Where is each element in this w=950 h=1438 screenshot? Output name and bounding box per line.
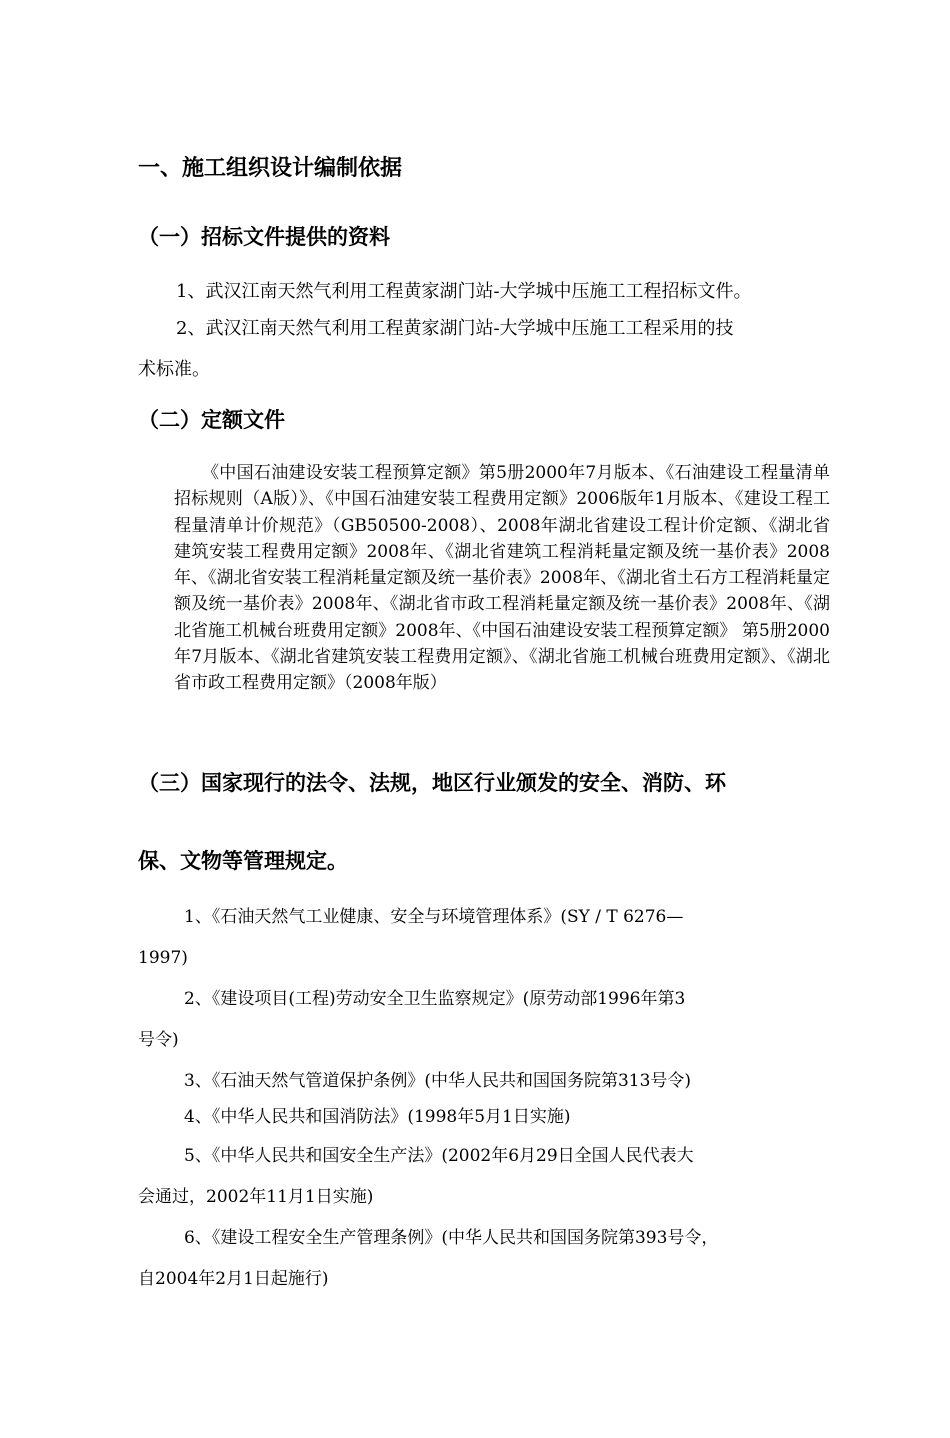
tender-item-2-continued: 术标准。 (138, 359, 210, 380)
tender-item-1: 1、武汉江南天然气利用工程黄家湖门站-大学城中压施工工程招标文件。 (176, 281, 752, 302)
regulation-item-1-line2: 1997) (138, 948, 188, 968)
regulation-item-5-line2: 会通过，2002年11月1日实施) (138, 1187, 374, 1207)
regulation-item-1 (138, 897, 838, 979)
subsection-heading-regulations: （三）国家现行的法令、法规，地区行业颁发的安全、消防、环 (138, 771, 726, 795)
regulation-item-2-line1: 2、《建设项目(工程)劳动安全卫生监察规定》(原劳动部1996年第3 (184, 989, 686, 1009)
section-heading: 一、施工组织设计编制依据 (138, 156, 403, 181)
regulation-item-5-line1: 5、《中华人民共和国安全生产法》(2002年6月29日全国人民代表大 (184, 1146, 694, 1166)
regulation-item-3 (138, 1061, 838, 1102)
subsection-heading-tender-docs: （一）招标文件提供的资料 (138, 225, 390, 249)
regulation-item-6 (138, 1218, 838, 1300)
quota-paragraph: 《中国石油建设安装工程预算定额》第5册2000年7月版本、《石油建设工程量清单招标规则（A版）》、《中国石油建安装工程费用定额》2006版年1月版本、《建设工程工程量清单计价规范》（GB50500-2008）、2008年湖北省建设工程计价定额、《湖北省建筑安装工程费用定额》2008年、《湖北省建筑工程消耗量定额及统一基价表》2008年、《湖北省安装工程消耗量定额及统一基价表》2008年、《湖北省土石方工程消耗量定额及统一基价表》2008年、《湖北省市政工程消耗量定额及统一基价表》2008年、《湖北省施工机械台班费用定额》2008年、《中国石油建设安装工程预算定额》 第5册2000年7月版本、《湖北省建筑安装工程费用定额》、《湖北省施工机械台班费用定额》、《湖北省市政工程费用定额》（2008年版） (174, 463, 830, 694)
regulation-item-6-line1: 6、《建设工程安全生产管理条例》(中华人民共和国国务院第393号令， (184, 1228, 719, 1248)
regulation-item-2-line2: 号令) (138, 1030, 179, 1050)
regulation-item-4 (138, 1097, 838, 1138)
subsection-heading-quota: （二）定额文件 (138, 408, 285, 432)
tender-item-2: 2、武汉江南天然气利用工程黄家湖门站-大学城中压施工工程采用的技 (176, 318, 734, 339)
regulation-item-5 (138, 1136, 838, 1218)
regulation-item-2 (138, 979, 838, 1061)
regulation-item-4-line1: 4、《中华人民共和国消防法》(1998年5月1日实施) (184, 1107, 571, 1127)
subsection-heading-regulations-continued: 保、文物等管理规定。 (138, 849, 348, 873)
regulation-item-3-line1: 3、《石油天然气管道保护条例》(中华人民共和国国务院第313号令) (184, 1071, 692, 1091)
regulation-item-6-line2: 自2004年2月1日起施行) (138, 1269, 329, 1289)
regulation-item-1-line1: 1、《石油天然气工业健康、安全与环境管理体系》(SY / T 6276— (184, 907, 684, 927)
